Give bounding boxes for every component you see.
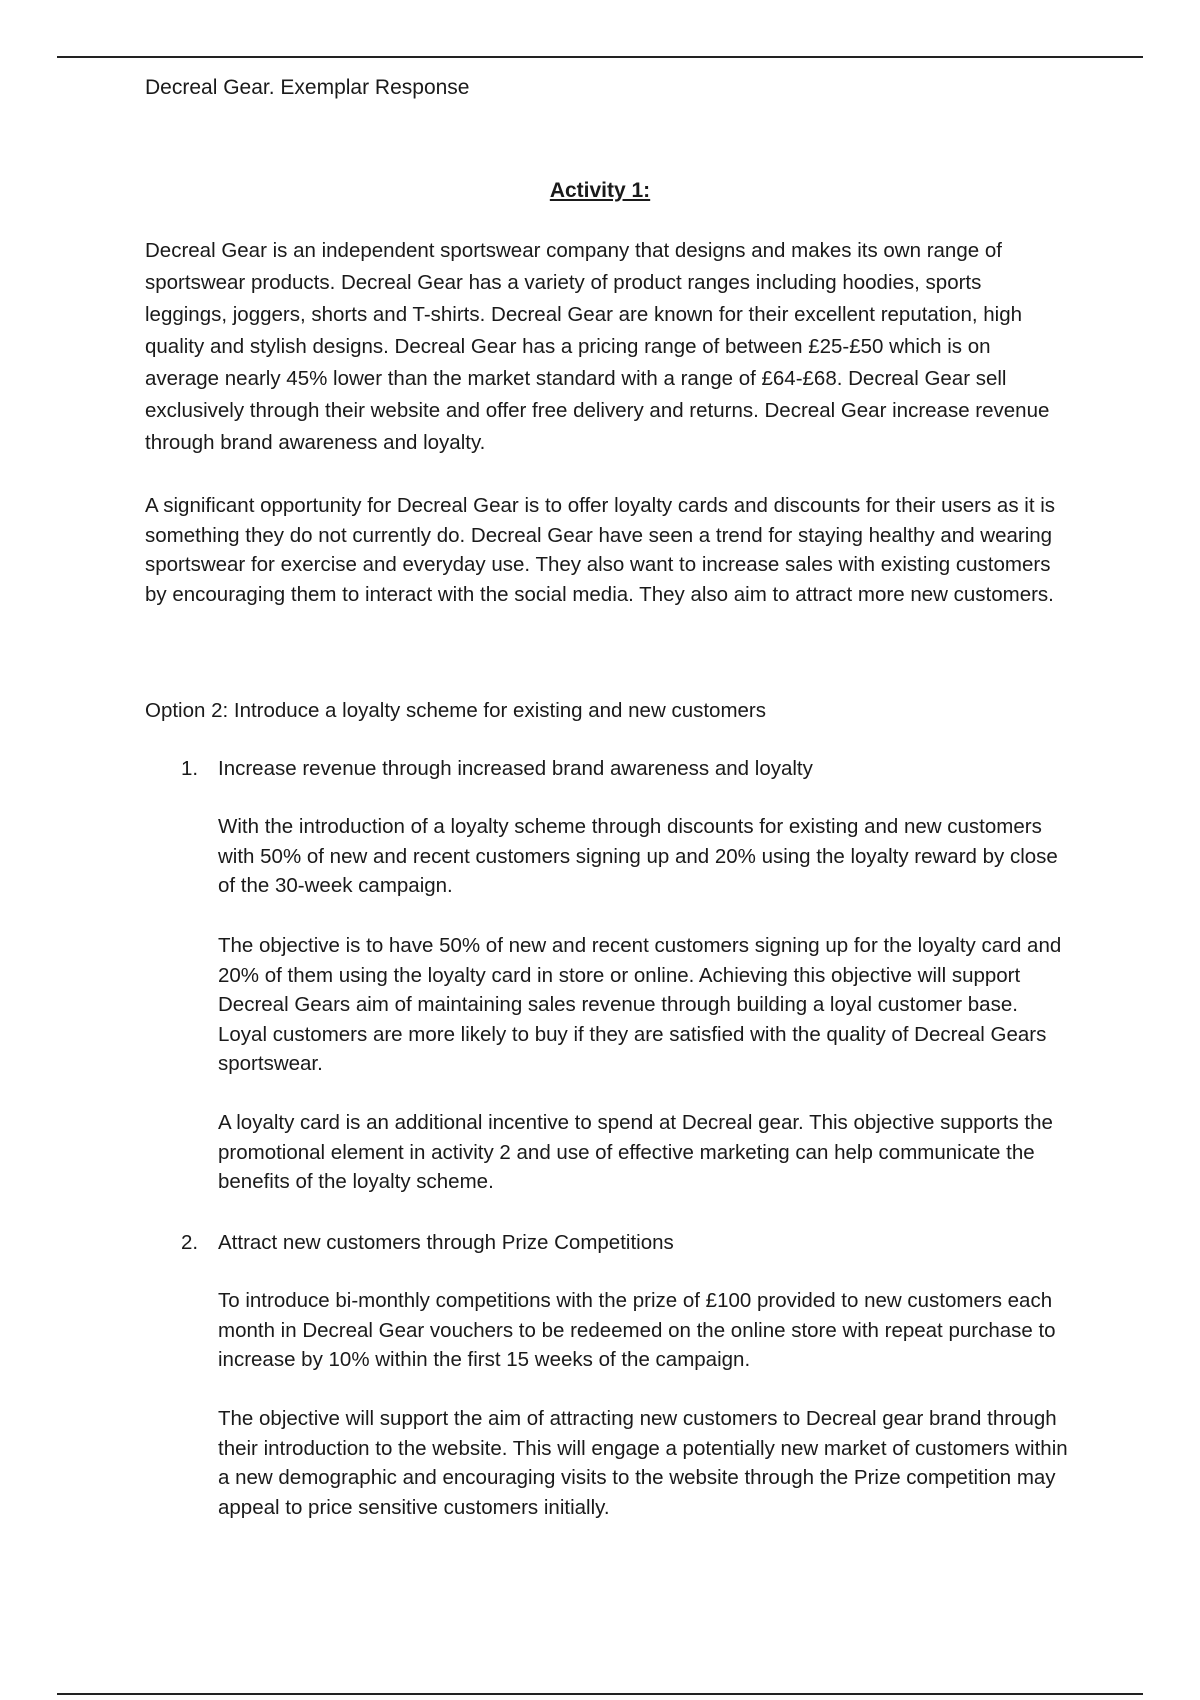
intro-paragraph-2: A significant opportunity for Decreal Gear is to offer loyalty cards and discounts for their users as it is something they do not currently do. Decreal Gear have seen a trend for staying healthy and wearing sportswear for exercise and everyday use. They also want to increase sales with existing customers by encouraging them to interact with the social media. They also aim to attract more new customers. [145,494,1056,606]
list-item-number: 2. [181,1231,199,1254]
list-item-paragraph: A loyalty card is an additional incentive to spend at Decreal gear. This objective supports the promotional element in activity 2 and use of effective marketing can help communicate the benefits of the loyalty scheme. [218,1111,1053,1193]
list-item-paragraph: With the introduction of a loyalty scheme through discounts for existing and new customers with 50% of new and recent customers signing up and 20% using the loyalty reward by close of the 30-week campaign. [218,815,1058,897]
list-item-paragraph: The objective will support the aim of attracting new customers to Decreal gear brand through their introduction to the website. This will engage a potentially new market of customers within a new demographic and encouraging visits to the website through the Prize competition may appeal to price sensitive customers initially. [218,1407,1068,1519]
list-item-heading: Increase revenue through increased brand awareness and loyalty [218,757,813,780]
activity-title: Activity 1: [549,179,651,202]
footer-rule [57,1693,1143,1695]
intro-paragraph-1: Decreal Gear is an independent sportswear company that designs and makes its own range of sportswear products. Decreal Gear has a variety of product ranges including hoodies, sports leggings, joggers, shorts and T-shirts. Decreal Gear are known for their excellent reputation, high quality and stylish designs. Decreal Gear has a pricing range of between £25-£50 which is on average nearly 45% lower than the market standard with a range of £64-£68. Decreal Gear sell exclusively through their website and offer free delivery and returns. Decreal Gear increase revenue through brand awareness and loyalty. [145,239,1050,454]
list-item-number: 1. [181,757,199,780]
document-header: Decreal Gear. Exemplar Response [145,76,470,99]
list-item-heading: Attract new customers through Prize Competitions [218,1231,674,1254]
list-item-paragraph: The objective is to have 50% of new and recent customers signing up for the loyalty card and 20% of them using the loyalty card in store or online. Achieving this objective will support Decreal Gears aim of maintaining sales revenue through building a loyal customer base. Loyal customers are more likely to buy if they are satisfied with the quality of Decreal Gears sportswear. [218,934,1062,1075]
list-item-paragraph: To introduce bi-monthly competitions with the prize of £100 provided to new customers each month in Decreal Gear vouchers to be redeemed on the online store with repeat purchase to increase by 10% within the first 15 weeks of the campaign. [218,1289,1056,1371]
header-rule [57,56,1143,58]
option-heading: Option 2: Introduce a loyalty scheme for existing and new customers [145,699,767,722]
